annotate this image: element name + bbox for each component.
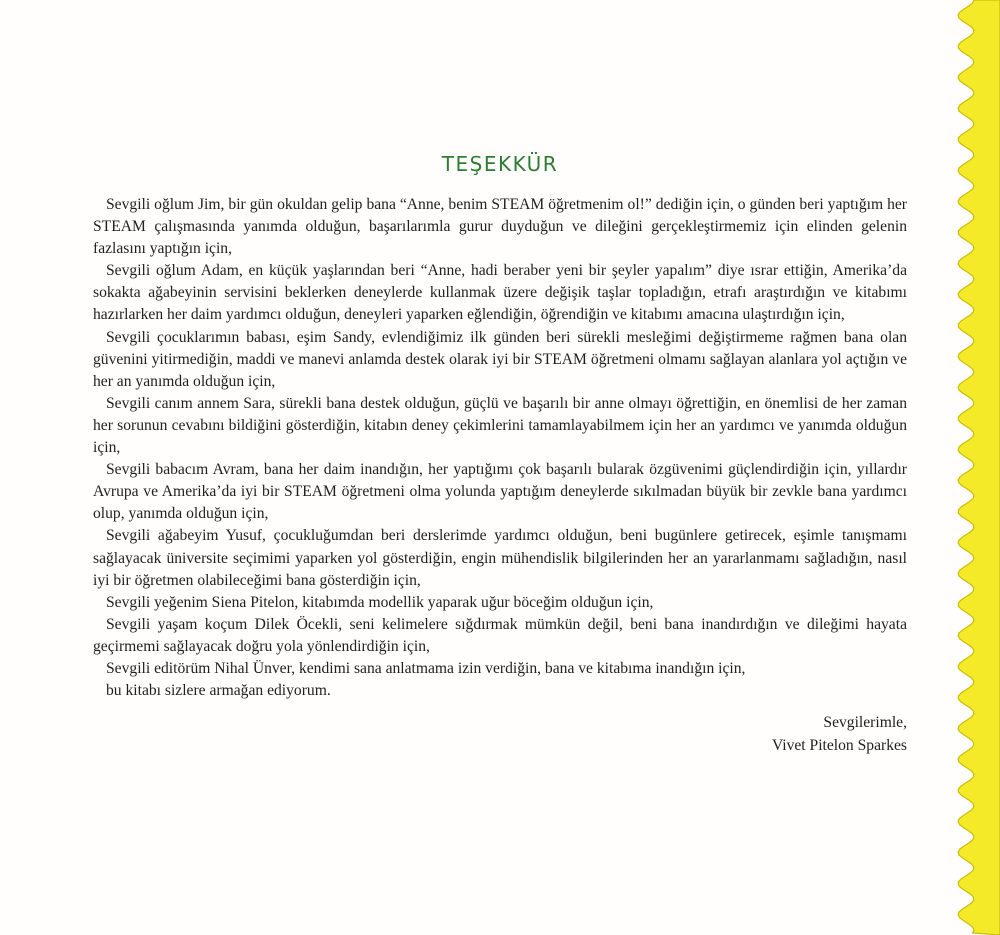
acknowledgement-text xyxy=(93,194,907,702)
paragraph-avram: Sevgili babacım Avram, bana her daim inandığın, her yaptığımı çok başarılı bularak özgüvenimi güçlendirdiğin için, yıllardır Avrupa ve Amerika’da iyi bir STEAM öğretmeni olma yolunda yaptığım deneylerde sıkılmadan büyük bir zevkle bana yardımcı olup, yanımda olduğun için, xyxy=(93,461,907,523)
paragraph-jim: Sevgili oğlum Jim, bir gün okuldan gelip bana “Anne, benim STEAM öğretmenim ol!” dediğin için, o günden beri yaptığım her STEAM çalışmasında yanımda olduğun, başarılarımla gurur duyduğun ve dileğini gerçekleştirmemiz için elinden gelenin fazlasını yaptığın için, xyxy=(93,196,907,258)
paragraph-sara: Sevgili canım annem Sara, sürekli bana destek olduğun, güçlü ve başarılı bir anne olmayı öğrettiğin, en önemlisi de her zaman her sorunun cevabını bildiğini gösterdiğin, kitabın deney çekimlerini tamamlayabilmem için her an yardımcı ve yanımda olduğun için, xyxy=(93,394,907,457)
paragraph-nihal: Sevgili editörüm Nihal Ünver, kendimi sana anlatmama izin verdiğin, bana ve kitabıma inandığın için, xyxy=(106,659,746,677)
signature-name: Vivet Pitelon Sparkes xyxy=(771,736,907,754)
signature-block xyxy=(772,712,907,757)
paragraph-siena: Sevgili yeğenim Siena Pitelon, kitabımda modellik yaparak uğur böceğim olduğun için, xyxy=(106,593,654,611)
wavy-yellow-edge xyxy=(940,0,1000,935)
paragraph-yusuf: Sevgili ağabeyim Yusuf, çocukluğumdan beri derslerimde yardımcı olduğun, beni bugünlere getirecek, eşimle tanışmamı sağlayacak üniversite seçimimi yaparken yol gösterdiğin, engin mühendislik bilgilerinden her an yararlanmamı sağladığın, nasıl iyi bir öğretmen olabileceğimi bana gösterdiğin için, xyxy=(93,527,907,589)
paragraph-sandy: Sevgili çocuklarımın babası, eşim Sandy, evlendiğimiz ilk günden beri sürekli mesleğimi değiştirmeme rağmen bana olan güvenini yitirmediğin, maddi ve manevi anlamda destek olarak iyi bir STEAM öğretmeni olmamı sağlayan alanlara yol açtığın ve her an yanımda olduğun için, xyxy=(93,328,907,390)
signature-closing: Sevgilerimle, xyxy=(823,714,907,731)
paragraph-dilek: Sevgili yaşam koçum Dilek Öcekli, seni kelimelere sığdırmak mümkün değil, beni bana inandırdığın ve dileğimi hayata geçirmemi sağlayacak doğru yola yönlendirdiğin için, xyxy=(93,615,907,655)
page-title: TEŞEKKÜR xyxy=(441,152,559,176)
paragraph-dedication: bu kitabı sizlere armağan ediyorum. xyxy=(106,682,331,700)
paragraph-adam: Sevgili oğlum Adam, en küçük yaşlarından beri “Anne, hadi beraber yeni bir şeyler yapalım” diye ısrar ettiğin, Amerika’da sokakta ağabeyinin servisini beklerken deneylerde kullanmak üzere değişik taşlar topladığın, etrafı araştırdığın ve kitabımı hazırlarken her daim yardımcı olduğun, deneyleri yaparken eğlendiğin, öğrendiğin ve kitabımı amacına ulaştırdığın için, xyxy=(93,262,907,324)
